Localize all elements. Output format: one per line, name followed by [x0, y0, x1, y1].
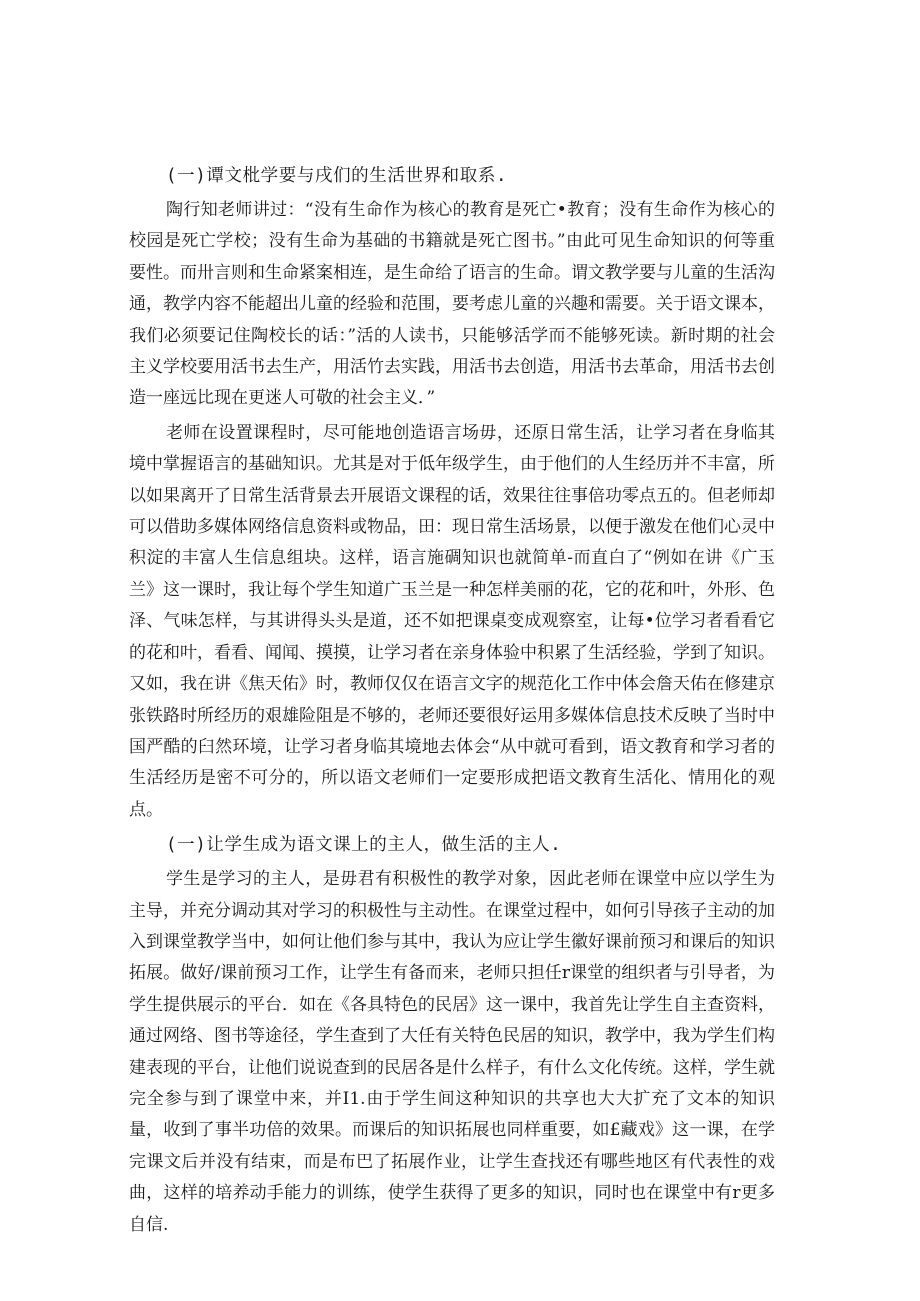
document-page [129, 160, 775, 1244]
section-heading-1: (一)谭文枇学要与戌们的生活世界和取系. [166, 166, 508, 186]
paragraph-1: 陶行知老师讲过：“没有生命作为核心的教育是死亡•教育；没有生命作为核心的校园是死亡学校；没有生命为基础的书籍就是死亡图书。”由此可见生命知识的何等重要性。而卅言则和生命紧案相连，是生命给了语言的生命。谓文教学要与儿童的生活沟通，教学内容不能超出儿童的经验和范围，要考虑儿童的兴趣和需要。关于语文课本，我们必须要记住陶校长的话：”活的人读书，只能够活学而不能够死读。新时期的社会主义学校要用活书去生产，用活竹去实践，用活书去创造，用活书去革命，用活书去创造一座远比现在更迷人可敬的社会主义．” [129, 200, 775, 409]
paragraph-2: 老师在设置课程时，尽可能地创造语言场毋，还原日常生活，让学习者在身临其境中掌握语言的基础知识。尤其是对于低年级学生，由于他们的人生经历并不丰富，所以如果离开了日常生活背景去开展语文课程的话，效果往往事倍功零点五的。但老师却可以借助多媒体网络信息资料或物品，田：现日常生活场景，以便于激发在他们心灵中积淀的丰富人生信息组块。这样，语言施碉知识也就简单-而直白了“例如在讲《广玉兰》这一课时，我让每个学生知道广玉兰是一种怎样美丽的花，它的花和叶，外形、色泽、气味怎样，与其讲得头头是道，还不如把课桌变成观察室，让每•位学习者看看它的花和叶，看看、闻闻、摸摸，让学习者在亲身体验中积累了生活经验，学到了知识。又如，我在讲《焦天佑》时，教师仅仅在语言文字的规范化工作中体会詹天佑在修建京张铁路时所经历的艰雄险阻是不够的，老师还要很好运用多媒体信息技术反映了当时中国严酷的臼然环境，让学习者身临其境地去体会“从中就可看到，语文教育和学习者的生活经历是密不可分的，所以语文老师们一定要形成把语文教育生活化、情用化的观点。 [129, 422, 775, 820]
paragraph-3: 学生是学习的主人，是毋君有积极性的教学对象，因此老师在课堂中应以学生为主导，并充分调动其对学习的积极性与主动性。在课堂过程中，如何引导孩子主动的加入到课堂教学当中，如何让他们参与其中，我认为应让学生徽好课前预习和课后的知识拓展。做好/课前预习工作，让学生有备而来，老师只担任r课堂的组织者与引导者，为学生提供展示的平台．如在《各具特色的民居》这一课中，我首先让学生自主查资料，通过网络、图书等途径，学生查到了大任有关特色民居的知识，教学中，我为学生们构建表现的平台，让他们说说查到的民居各是什么样子，有什么文化传统。这样，学生就完全参与到了课堂中来，并I1.由于学生间这种知识的共享也大大扩充了文本的知识量，收到了事半功倍的效果。而课后的知识拓展也同样重要，如£藏戏》这一课，在学完课文后并没有结束，而是布巴了拓展作业，让学生查找还有哪些地区有代表性的戏曲，这样的培养动手能力的训练，使学生获得了更多的知识，同时也在课堂中有r更多自信. [129, 869, 775, 1235]
section-heading-2: (一)让学生成为语文课上的主人，做生活的主人. [166, 835, 562, 856]
